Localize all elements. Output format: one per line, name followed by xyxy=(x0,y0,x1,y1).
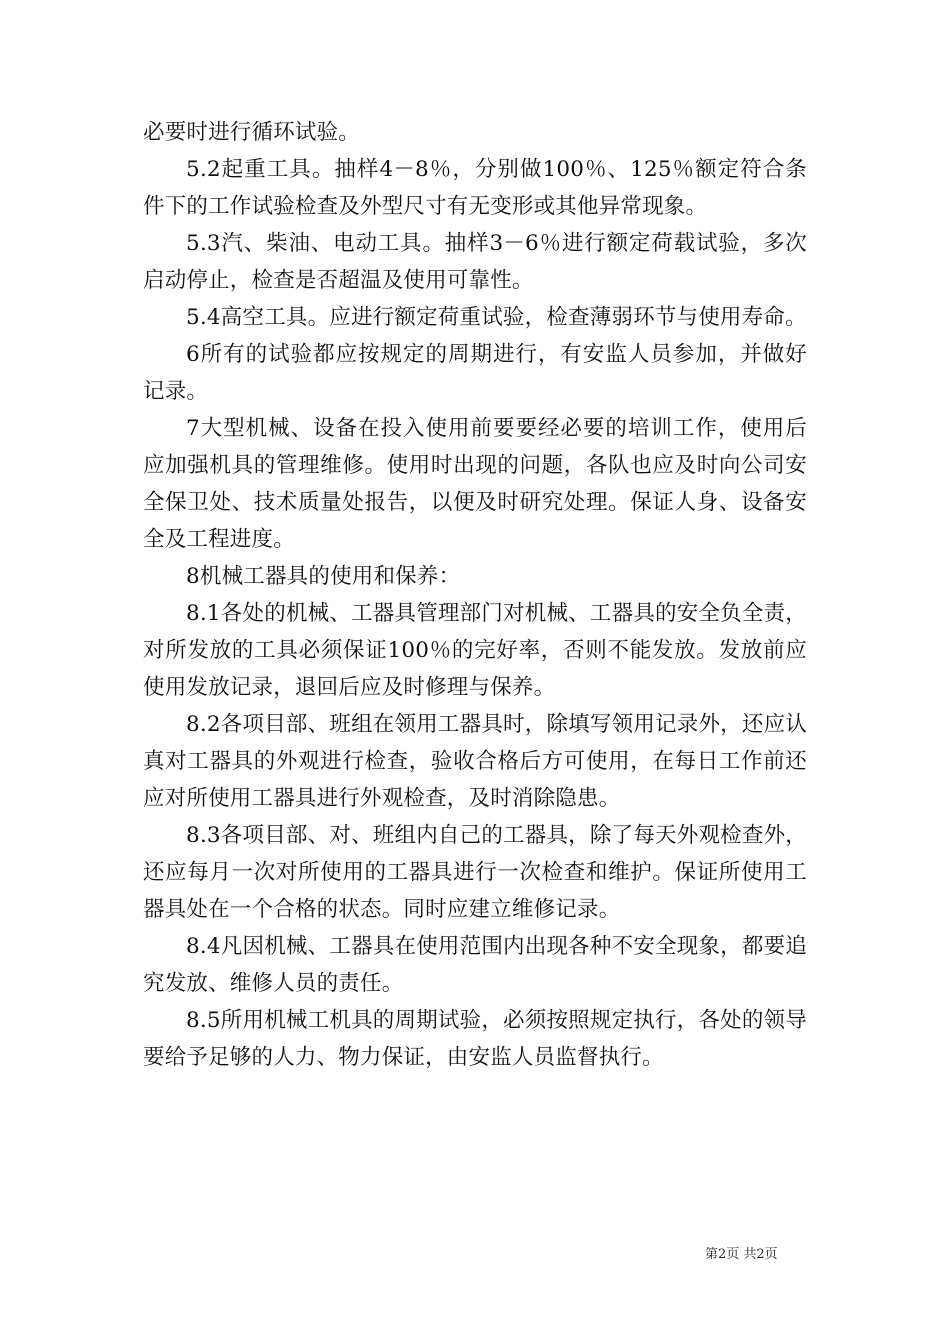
paragraph: 必要时进行循环试验。 xyxy=(143,120,361,145)
paragraph: 5.2起重工具。抽样4－8％，分别做100％、125％额定符合条件下的工作试验检查及外型尺寸有无变形或其他异常现象。 xyxy=(143,157,807,219)
paragraph: 8.1各处的机械、工器具管理部门对机械、工器具的安全负全责，对所发放的工具必须保证100％的完好率，否则不能发放。发放前应使用发放记录，退回后应及时修理与保养。 xyxy=(143,601,807,700)
paragraph: 8机械工器具的使用和保养： xyxy=(186,564,461,589)
page-number: 第2页 共2页 xyxy=(705,1247,778,1262)
document-body xyxy=(143,114,807,1076)
paragraph: 5.4高空工具。应进行额定荷重试验，检查薄弱环节与使用寿命。 xyxy=(186,305,807,330)
paragraph: 6所有的试验都应按规定的周期进行，有安监人员参加，并做好记录。 xyxy=(143,342,807,404)
paragraph: 8.3各项目部、对、班组内自己的工器具，除了每天外观检查外，还应每月一次对所使用的工器具进行一次检查和维护。保证所使用工器具处在一个合格的状态。同时应建立维修记录。 xyxy=(143,823,807,922)
paragraph: 8.4凡因机械、工器具在使用范围内出现各种不安全现象，都要追究发放、维修人员的责任。 xyxy=(143,934,807,996)
paragraph: 8.5所用机械工机具的周期试验，必须按照规定执行，各处的领导要给予足够的人力、物力保证，由安监人员监督执行。 xyxy=(143,1008,807,1070)
paragraph: 5.3汽、柴油、电动工具。抽样3－6％进行额定荷载试验，多次启动停止，检查是否超温及使用可靠性。 xyxy=(143,231,807,293)
paragraph: 8.2各项目部、班组在领用工器具时，除填写领用记录外，还应认真对工器具的外观进行检查，验收合格后方可使用，在每日工作前还应对所使用工器具进行外观检查，及时消除隐患。 xyxy=(143,712,807,811)
paragraph: 7大型机械、设备在投入使用前要要经必要的培训工作，使用后应加强机具的管理维修。使用时出现的问题，各队也应及时向公司安全保卫处、技术质量处报告，以便及时研究处理。保证人身、设备安全及工程进度。 xyxy=(143,416,807,552)
